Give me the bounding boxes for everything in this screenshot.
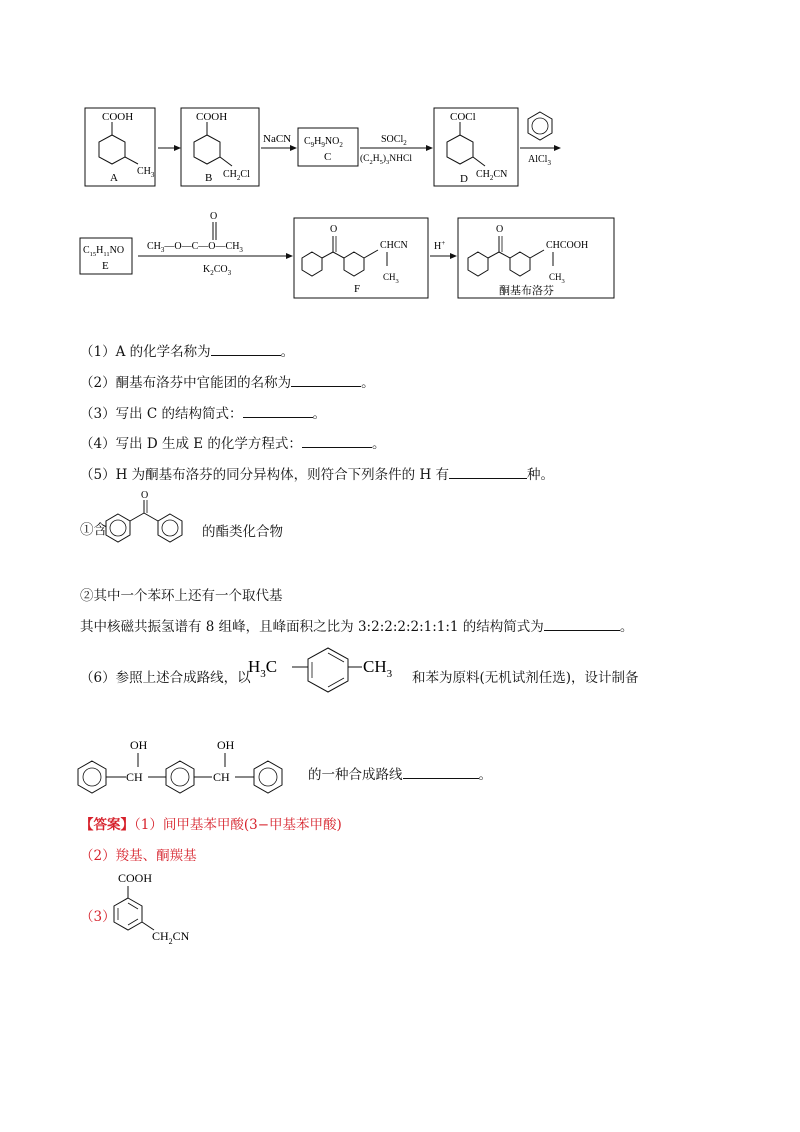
- svg-text:COOH: COOH: [118, 871, 153, 885]
- p-xylene-structure: [244, 640, 410, 706]
- compound-e: [80, 238, 132, 274]
- svg-text:CH2Cl: $CH_2Cl$: [223, 169, 250, 182]
- svg-text:CH2CN: $CH_2CN$: [476, 169, 508, 182]
- svg-text:CH: CH: [126, 770, 143, 784]
- svg-text:O: O: [210, 211, 218, 222]
- svg-text:CHCOOH: CHCOOH: [546, 240, 589, 251]
- condition-1-tail: 的酯类化合物: [202, 524, 283, 540]
- answer-blank[interactable]: [403, 764, 479, 779]
- svg-text:CH3: $CH_3$: [137, 166, 155, 179]
- question-3: （3）写出 C 的结构简式： 。: [80, 403, 326, 424]
- compound-c: [298, 128, 358, 166]
- svg-text:CH3: $CH_3$: [549, 272, 565, 285]
- svg-text:CH3: $CH_3$: [383, 272, 399, 285]
- target-molecule: [70, 735, 310, 805]
- condition-1: ①含: [80, 522, 107, 538]
- svg-text:NaCN: NaCN: [263, 133, 292, 145]
- svg-text:CH3: $CH_3$: [363, 657, 393, 680]
- svg-text:SOCl2: SOCl$_2$: [381, 134, 407, 147]
- svg-text:CH2CN: $CH_2CN$: [152, 929, 190, 946]
- condition-2: ②其中一个苯环上还有一个取代基: [80, 588, 283, 604]
- synthesis-scheme: [0, 0, 800, 330]
- svg-text:F: F: [354, 283, 361, 295]
- question-6-tail: 和苯为原料(无机试剂任选)，设计制备: [412, 670, 639, 686]
- answer-blank[interactable]: [243, 403, 313, 418]
- svg-text:H3C: $H_3C$: [248, 657, 278, 680]
- svg-text:C: C: [324, 151, 332, 163]
- svg-text:酮基布洛芬: 酮基布洛芬: [499, 285, 554, 297]
- benzene-reagent: [528, 112, 552, 140]
- svg-text:O: O: [141, 490, 149, 501]
- target-tail: 的一种合成路线 。: [308, 764, 492, 785]
- svg-text:B: B: [205, 172, 213, 184]
- question-2: （2）酮基布洛芬中官能团的名称为 。: [80, 372, 375, 393]
- answer-2: （2）羧基、酮羰基: [80, 848, 197, 864]
- svg-text:H+: H+: [434, 239, 446, 252]
- compound-d: [434, 108, 518, 186]
- svg-text:OH: OH: [217, 738, 235, 752]
- svg-text:COOH: COOH: [102, 111, 134, 123]
- nmr-condition: 其中核磁共振氢谱有 8 组峰，且峰面积之比为 3:2:2:2:2:1:1:1 的结构简式为 。: [80, 616, 633, 637]
- question-1: （1）A 的化学名称为 。: [80, 341, 294, 362]
- svg-text:C15H11NO: $C_{15}H_{11}NO$: [83, 245, 125, 258]
- compound-a: [85, 108, 155, 186]
- answer-3-label: （3）: [80, 909, 116, 925]
- svg-text:C9H9NO2: $C_9H_9NO_2$: [304, 136, 343, 149]
- svg-text:O: O: [496, 224, 504, 235]
- question-4: （4）写出 D 生成 E 的化学方程式： 。: [80, 433, 385, 454]
- dimethyl-carbonate: $CH_3—O—C—O—CH_3$: [147, 241, 243, 254]
- answer-blank[interactable]: [449, 464, 527, 479]
- svg-text:A: A: [110, 172, 118, 184]
- svg-text:O: O: [330, 224, 338, 235]
- svg-text:E: E: [102, 260, 109, 272]
- svg-text:COOH: COOH: [196, 111, 228, 123]
- ketoprofen: [458, 218, 614, 298]
- svg-text:D: D: [460, 173, 468, 185]
- compound-b: [181, 108, 259, 186]
- svg-text:OH: OH: [130, 738, 148, 752]
- answer-1: 【答案】（1）间甲基苯甲酸(3−甲基苯甲酸): [80, 817, 342, 833]
- answer-blank[interactable]: [302, 433, 372, 448]
- svg-text:AlCl3: AlCl$_3$: [528, 154, 551, 167]
- answer-blank[interactable]: [291, 372, 361, 387]
- compound-f: [294, 218, 428, 298]
- answer-3-structure: [100, 868, 210, 948]
- question-6: （6）参照上述合成路线，以: [80, 670, 251, 686]
- svg-text:CH: CH: [213, 770, 230, 784]
- answer-blank[interactable]: [544, 616, 620, 631]
- question-5: （5）H 为酮基布洛芬的同分异构体，则符合下列条件的 H 有 种。: [80, 464, 554, 485]
- answer-blank[interactable]: [211, 341, 281, 356]
- benzophenone-structure: [100, 490, 200, 550]
- svg-text:(C2H5)3NHCl: $(C_2H_5)_3NHCl$: [360, 154, 412, 166]
- svg-text:K2CO3: $K_2CO_3$: [203, 264, 232, 277]
- svg-text:COCl: COCl: [450, 111, 476, 123]
- svg-text:CHCN: CHCN: [380, 240, 408, 251]
